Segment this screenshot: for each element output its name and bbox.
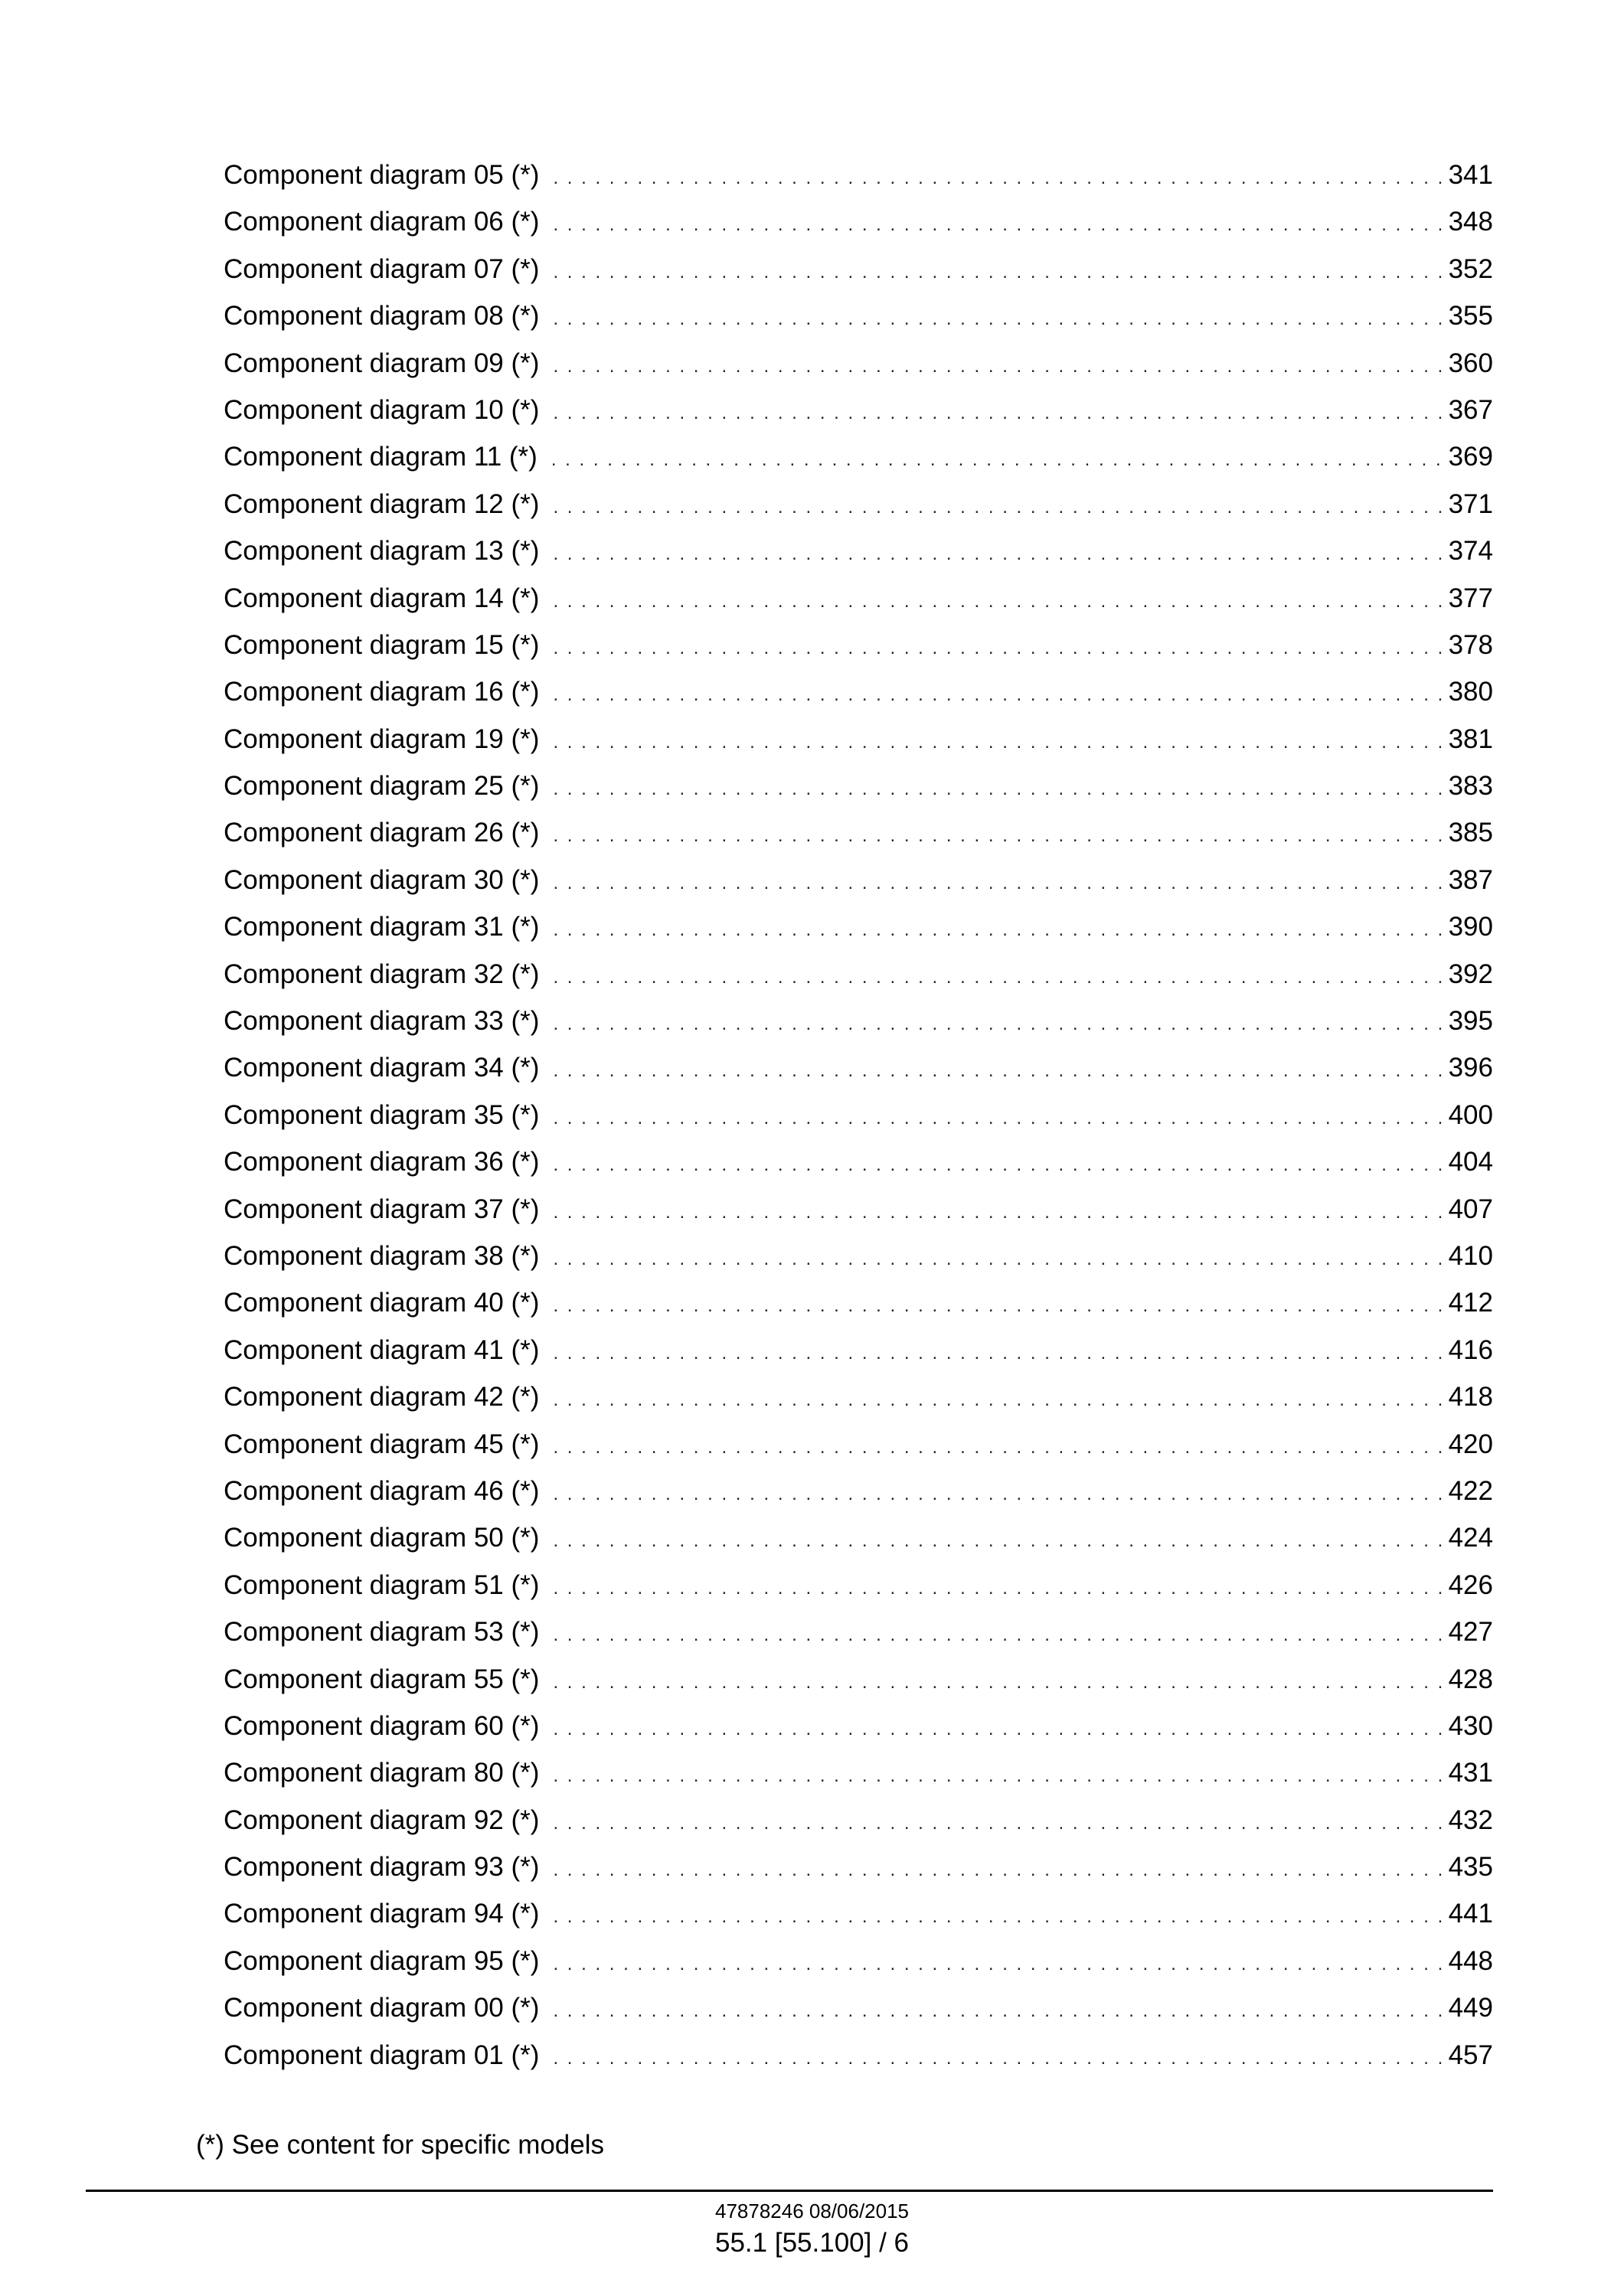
toc-entry-title: Component diagram 09 (*) [224, 348, 540, 378]
toc-entry[interactable] [224, 387, 1493, 433]
toc-dot-leader [553, 671, 1442, 718]
toc-entry-page: 380 [1448, 677, 1493, 707]
toc-dot-leader [553, 1471, 1442, 1517]
toc-entry-page: 390 [1448, 912, 1493, 942]
toc-entry[interactable] [224, 1044, 1493, 1091]
toc-entry-title: Component diagram 35 (*) [224, 1099, 540, 1130]
toc-dot-leader [553, 484, 1442, 531]
toc-entry-page: 360 [1448, 348, 1493, 378]
toc-entry[interactable] [224, 1514, 1493, 1561]
toc-entry-page: 412 [1448, 1288, 1493, 1318]
toc-entry[interactable] [224, 1279, 1493, 1326]
toc-entry-page: 457 [1448, 2040, 1493, 2070]
toc-dot-leader [553, 812, 1442, 859]
toc-entry-title: Component diagram 60 (*) [224, 1710, 540, 1741]
toc-entry-title: Component diagram 94 (*) [224, 1899, 540, 1929]
toc-dot-leader [553, 1800, 1442, 1847]
toc-dot-leader [553, 906, 1442, 953]
toc-entry-title: Component diagram 01 (*) [224, 2040, 540, 2070]
toc-entry[interactable] [224, 951, 1493, 998]
toc-entry-title: Component diagram 34 (*) [224, 1053, 540, 1083]
toc-entry[interactable] [224, 1138, 1493, 1185]
toc-entry-title: Component diagram 14 (*) [224, 583, 540, 613]
table-of-contents [224, 152, 1493, 2079]
toc-dot-leader [553, 1330, 1442, 1377]
toc-dot-leader [553, 296, 1442, 342]
toc-dot-leader [553, 1095, 1442, 1141]
toc-entry[interactable] [224, 1327, 1493, 1373]
toc-dot-leader [553, 1987, 1442, 2034]
toc-entry-title: Component diagram 55 (*) [224, 1664, 540, 1694]
toc-entry-title: Component diagram 45 (*) [224, 1429, 540, 1459]
page-reference: 55.1 [55.100] / 6 [715, 2228, 909, 2258]
toc-entry-page: 420 [1448, 1429, 1493, 1459]
toc-entry-page: 435 [1448, 1852, 1493, 1883]
toc-entry-title: Component diagram 37 (*) [224, 1194, 540, 1224]
document-id: 47878246 08/06/2015 [714, 2200, 910, 2223]
toc-dot-leader [553, 1941, 1442, 1987]
toc-dot-leader [553, 1659, 1442, 1706]
toc-entry-title: Component diagram 30 (*) [224, 864, 540, 895]
toc-dot-leader [553, 1141, 1442, 1188]
toc-entry-page: 369 [1448, 442, 1493, 472]
toc-entry[interactable] [224, 1703, 1493, 1749]
toc-entry[interactable] [224, 2032, 1493, 2079]
toc-entry-title: Component diagram 38 (*) [224, 1240, 540, 1271]
toc-entry-title: Component diagram 92 (*) [224, 1804, 540, 1835]
toc-entry[interactable] [224, 433, 1493, 480]
toc-entry[interactable] [224, 481, 1493, 527]
toc-entry-page: 348 [1448, 207, 1493, 237]
toc-entry[interactable] [224, 1092, 1493, 1138]
toc-entry-title: Component diagram 12 (*) [224, 488, 540, 519]
toc-entry-page: 392 [1448, 959, 1493, 989]
toc-entry-title: Component diagram 41 (*) [224, 1334, 540, 1365]
toc-entry[interactable] [224, 152, 1493, 198]
toc-dot-leader [553, 860, 1442, 906]
toc-dot-leader [553, 390, 1442, 436]
toc-dot-leader [553, 1236, 1442, 1282]
toc-entry[interactable] [224, 1468, 1493, 1514]
toc-entry-title: Component diagram 08 (*) [224, 301, 540, 331]
toc-entry-title: Component diagram 33 (*) [224, 1006, 540, 1037]
toc-entry-page: 448 [1448, 1945, 1493, 1976]
toc-dot-leader [553, 531, 1442, 577]
toc-dot-leader [553, 1517, 1442, 1564]
toc-dot-leader [553, 1893, 1442, 1940]
toc-entry-page: 426 [1448, 1569, 1493, 1600]
toc-entry-page: 383 [1448, 771, 1493, 802]
toc-entry[interactable] [224, 1890, 1493, 1937]
toc-entry-title: Component diagram 26 (*) [224, 818, 540, 848]
toc-entry-title: Component diagram 46 (*) [224, 1475, 540, 1506]
toc-entry-page: 428 [1448, 1664, 1493, 1694]
toc-entry-page: 377 [1448, 583, 1493, 613]
toc-entry-page: 418 [1448, 1382, 1493, 1413]
toc-entry[interactable] [224, 1421, 1493, 1468]
toc-entry-page: 367 [1448, 394, 1493, 425]
toc-dot-leader [553, 1847, 1442, 1893]
toc-dot-leader [553, 719, 1442, 766]
toc-entry-page: 432 [1448, 1804, 1493, 1835]
toc-entry-page: 422 [1448, 1475, 1493, 1506]
toc-entry[interactable] [224, 857, 1493, 903]
toc-entry-page: 410 [1448, 1240, 1493, 1271]
toc-entry-page: 378 [1448, 629, 1493, 660]
toc-dot-leader [553, 2035, 1442, 2082]
toc-dot-leader [553, 201, 1442, 248]
toc-entry-title: Component diagram 15 (*) [224, 629, 540, 660]
toc-entry-page: 341 [1448, 160, 1493, 190]
toc-entry-page: 355 [1448, 301, 1493, 331]
toc-entry-page: 400 [1448, 1099, 1493, 1130]
toc-entry-title: Component diagram 53 (*) [224, 1617, 540, 1648]
toc-entry[interactable] [224, 198, 1493, 245]
toc-entry[interactable] [224, 575, 1493, 622]
toc-entry-title: Component diagram 00 (*) [224, 1993, 540, 2023]
toc-entry-page: 385 [1448, 818, 1493, 848]
toc-entry[interactable] [224, 809, 1493, 856]
toc-entry-page: 416 [1448, 1334, 1493, 1365]
toc-entry-page: 431 [1448, 1758, 1493, 1788]
toc-entry[interactable] [224, 903, 1493, 950]
toc-entry[interactable] [224, 1749, 1493, 1796]
toc-dot-leader [553, 1001, 1442, 1047]
toc-entry-page: 404 [1448, 1147, 1493, 1177]
toc-entry-title: Component diagram 32 (*) [224, 959, 540, 989]
toc-entry-title: Component diagram 31 (*) [224, 912, 540, 942]
toc-dot-leader [553, 1752, 1442, 1799]
toc-entry-page: 381 [1448, 723, 1493, 754]
toc-entry[interactable] [224, 1609, 1493, 1655]
toc-entry-page: 441 [1448, 1899, 1493, 1929]
toc-dot-leader [553, 1047, 1442, 1094]
toc-entry[interactable] [224, 763, 1493, 809]
toc-entry-title: Component diagram 05 (*) [224, 160, 540, 190]
toc-dot-leader [553, 1706, 1442, 1752]
toc-entry-title: Component diagram 16 (*) [224, 677, 540, 707]
toc-entry-page: 371 [1448, 488, 1493, 519]
toc-dot-leader [553, 625, 1442, 671]
toc-dot-leader [551, 436, 1443, 483]
toc-entry-title: Component diagram 50 (*) [224, 1523, 540, 1553]
toc-entry[interactable] [224, 622, 1493, 668]
toc-entry-page: 374 [1448, 536, 1493, 567]
toc-entry-page: 427 [1448, 1617, 1493, 1648]
toc-entry-title: Component diagram 51 (*) [224, 1569, 540, 1600]
toc-dot-leader [553, 249, 1442, 296]
toc-entry-title: Component diagram 11 (*) [224, 442, 538, 472]
toc-entry[interactable] [224, 716, 1493, 763]
toc-entry-page: 430 [1448, 1710, 1493, 1741]
toc-entry[interactable] [224, 1656, 1493, 1703]
toc-entry[interactable] [224, 1233, 1493, 1279]
toc-entry-title: Component diagram 42 (*) [224, 1382, 540, 1413]
toc-entry[interactable] [224, 998, 1493, 1044]
toc-entry[interactable] [224, 1373, 1493, 1420]
toc-entry[interactable] [224, 527, 1493, 574]
toc-dot-leader [553, 578, 1442, 625]
toc-dot-leader [553, 1612, 1442, 1658]
toc-entry-page: 424 [1448, 1523, 1493, 1553]
toc-entry-page: 449 [1448, 1993, 1493, 2023]
footer-divider [86, 2190, 1493, 2192]
toc-entry[interactable] [224, 668, 1493, 715]
toc-entry-page: 387 [1448, 864, 1493, 895]
toc-entry-title: Component diagram 19 (*) [224, 723, 540, 754]
toc-entry[interactable] [224, 1844, 1493, 1890]
toc-entry-title: Component diagram 95 (*) [224, 1945, 540, 1976]
toc-dot-leader [553, 1377, 1442, 1423]
toc-entry[interactable] [224, 1562, 1493, 1609]
toc-entry[interactable] [224, 1984, 1493, 2031]
toc-entry-page: 395 [1448, 1006, 1493, 1037]
toc-entry[interactable] [224, 1797, 1493, 1844]
toc-entry-title: Component diagram 25 (*) [224, 771, 540, 802]
toc-dot-leader [553, 1189, 1442, 1236]
toc-dot-leader [553, 954, 1442, 1001]
toc-entry-title: Component diagram 80 (*) [224, 1758, 540, 1788]
toc-entry-page: 407 [1448, 1194, 1493, 1224]
toc-entry[interactable] [224, 340, 1493, 387]
toc-entry-title: Component diagram 93 (*) [224, 1852, 540, 1883]
toc-entry[interactable] [224, 292, 1493, 339]
toc-entry-title: Component diagram 40 (*) [224, 1288, 540, 1318]
toc-entry-title: Component diagram 07 (*) [224, 253, 540, 284]
toc-dot-leader [553, 155, 1442, 201]
toc-entry[interactable] [224, 1186, 1493, 1233]
toc-entry[interactable] [224, 246, 1493, 292]
toc-dot-leader [553, 1565, 1442, 1612]
toc-entry-page: 352 [1448, 253, 1493, 284]
toc-entry-title: Component diagram 10 (*) [224, 394, 540, 425]
toc-dot-leader [553, 1282, 1442, 1329]
toc-entry-title: Component diagram 13 (*) [224, 536, 540, 567]
footnote: (*) See content for specific models [196, 2130, 605, 2160]
toc-dot-leader [553, 1424, 1442, 1471]
toc-dot-leader [553, 766, 1442, 812]
toc-dot-leader [553, 343, 1442, 390]
toc-entry-page: 396 [1448, 1053, 1493, 1083]
toc-entry-title: Component diagram 06 (*) [224, 207, 540, 237]
toc-entry[interactable] [224, 1938, 1493, 1984]
toc-entry-title: Component diagram 36 (*) [224, 1147, 540, 1177]
